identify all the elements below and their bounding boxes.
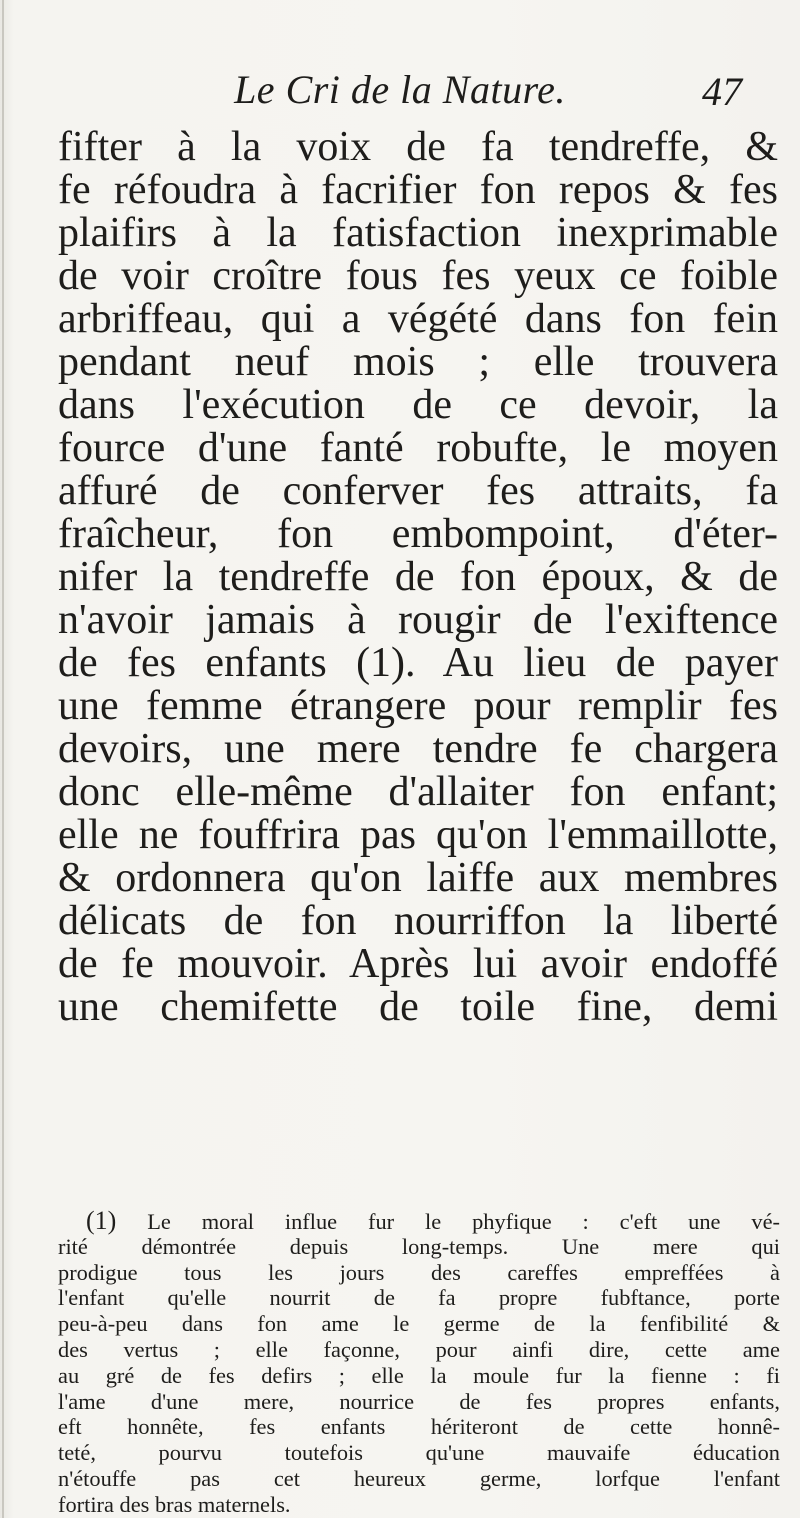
running-head bbox=[0, 60, 800, 120]
text-line: devoirs, une mere tendre fe chargera bbox=[58, 726, 778, 772]
footnote-line: teté, pourvu toutefois qu'une mauvaife éducation bbox=[58, 1440, 780, 1466]
text-line: une femme étrangere pour remplir fes bbox=[58, 683, 778, 729]
footnote-line: l'enfant qu'elle nourrit de fa propre fubftance, porte bbox=[58, 1285, 780, 1311]
footnote-line: des vertus ; elle façonne, pour ainfi dire, cette ame bbox=[58, 1336, 780, 1362]
text-line: pendant neuf mois ; elle trouvera bbox=[58, 339, 778, 385]
text-line: de fes enfants (1). Au lieu de payer bbox=[58, 640, 778, 686]
text-line: plaifirs à la fatisfaction inexprimable bbox=[58, 210, 778, 256]
text-line: donc elle-même d'allaiter fon enfant; bbox=[58, 769, 778, 815]
running-head-title: Le Cri de la Nature. bbox=[234, 67, 566, 112]
footnote bbox=[58, 1208, 780, 1518]
text-line: de fe mouvoir. Après lui avoir endoffé bbox=[58, 941, 778, 987]
text-line: affuré de conferver fes attraits, fa bbox=[58, 468, 778, 514]
text-line: arbriffeau, qui a végété dans fon fein bbox=[58, 296, 778, 342]
footnote-line: peu-à-peu dans fon ame le germe de la fenfibilité & bbox=[58, 1311, 780, 1337]
footnote-line: fortira des bras maternels. bbox=[58, 1491, 291, 1517]
text-line: de voir croître fous fes yeux ce foible bbox=[58, 253, 778, 299]
text-line: nifer la tendreffe de fon époux, & de bbox=[58, 554, 778, 600]
text-line: dans l'exécution de ce devoir, la bbox=[58, 382, 778, 428]
footnote-line-text: Le moral influe fur le phyfique : c'eft une vé- bbox=[147, 1209, 780, 1234]
text-line: elle ne fouffrira pas qu'on l'emmaillotte, bbox=[58, 812, 778, 858]
footnote-line: eft honnête, fes enfants hériteront de cette honnê- bbox=[58, 1414, 780, 1440]
page-gutter-edge bbox=[2, 0, 4, 1518]
body-text bbox=[58, 126, 778, 1029]
page-number: 47 bbox=[702, 69, 742, 114]
footnote-marker: (1) bbox=[86, 1206, 117, 1235]
footnote-line bbox=[58, 1208, 780, 1234]
text-line: n'avoir jamais à rougir de l'exiftence bbox=[58, 597, 778, 643]
footnote-line: rité démontrée depuis long-temps. Une mere qui bbox=[58, 1233, 780, 1259]
footnote-line: prodigue tous les jours des careffes empreffées à bbox=[58, 1259, 780, 1285]
footnote-line: au gré de fes defirs ; elle la moule fur la fienne : fi bbox=[58, 1362, 780, 1388]
footnote-line: n'étouffe pas cet heureux germe, lorfque l'enfant bbox=[58, 1465, 780, 1491]
text-line: & ordonnera qu'on laiffe aux membres bbox=[58, 855, 778, 901]
text-line: une chemifette de toile fine, demi bbox=[58, 984, 778, 1030]
text-line: fe réfoudra à facrifier fon repos & fes bbox=[58, 167, 778, 213]
footnote-line: l'ame d'une mere, nourrice de fes propres enfants, bbox=[58, 1388, 780, 1414]
text-line: fource d'une fanté robufte, le moyen bbox=[58, 425, 778, 471]
text-line: fifter à la voix de fa tendreffe, & bbox=[58, 124, 778, 170]
text-line: fraîcheur, fon embompoint, d'éter- bbox=[58, 511, 778, 557]
text-line: délicats de fon nourriffon la liberté bbox=[58, 898, 778, 944]
